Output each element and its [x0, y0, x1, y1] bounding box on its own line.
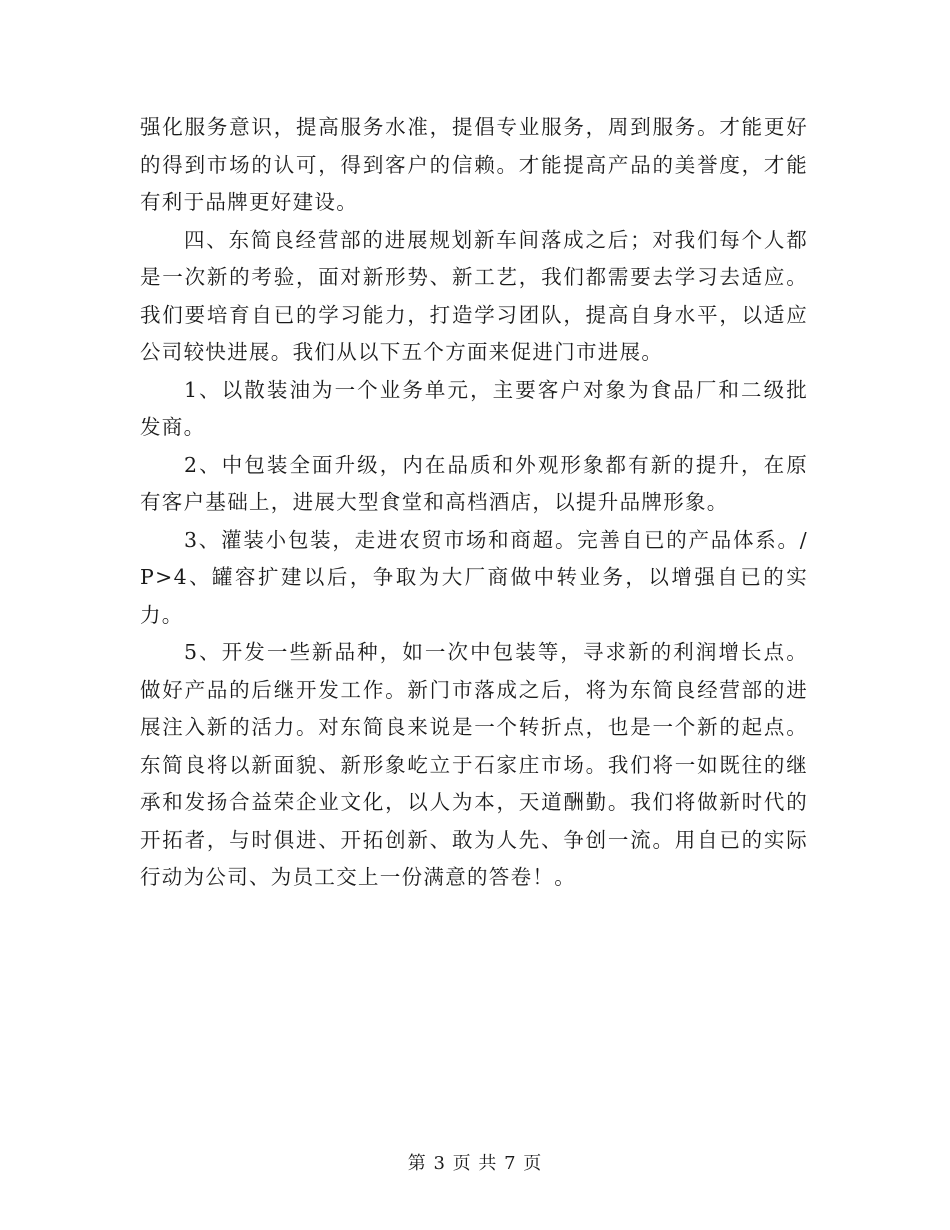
page-number-label: 第 3 页 共 7 页 — [407, 1153, 543, 1174]
paragraph-item-5: 5、开发一些新品种，如一次中包装等，寻求新的利润增长点。做好产品的后继开发工作。新门市落成之后，将为东简良经营部的进展注入新的活力。对东简良来说是一个转折点，也是一个新的起点。东简良将以新面貌、新形象屹立于石家庄市场。我们将一如既往的继承和发扬合益荣企业文化，以人为本，天道酬勤。我们将做新时代的开拓者，与时俱进、开拓创新、敢为人先、争创一流。用自已的实际行动为公司、为员工交上一份满意的答卷！。 — [140, 640, 808, 889]
paragraph-section-four: 四、东简良经营部的进展规划新车间落成之后；对我们每个人都是一次新的考验，面对新形势、新工艺，我们都需要去学习去适应。我们要培育自已的学习能力，打造学习团队，提高自身水平，以适应公司较快进展。我们从以下五个方面来促进门市进展。 — [140, 227, 808, 364]
paragraph-item-2: 2、中包装全面升级，内在品质和外观形象都有新的提升，在原有客户基础上，进展大型食堂和高档酒店，以提升品牌形象。 — [140, 452, 808, 514]
document-body — [140, 109, 808, 897]
paragraph-continuation: 强化服务意识，提高服务水准，提倡专业服务，周到服务。才能更好的得到市场的认可，得到客户的信赖。才能提高产品的美誉度，才能有利于品牌更好建设。 — [140, 115, 808, 214]
page-footer — [0, 1152, 950, 1176]
paragraph-item-3-4: 3、灌装小包装，走进农贸市场和商超。完善自已的产品体系。/P>4、罐容扩建以后，争取为大厂商做中转业务，以增强自已的实力。 — [140, 527, 808, 627]
paragraph-item-1: 1、以散装油为一个业务单元，主要客户对象为食品厂和二级批发商。 — [140, 377, 808, 439]
